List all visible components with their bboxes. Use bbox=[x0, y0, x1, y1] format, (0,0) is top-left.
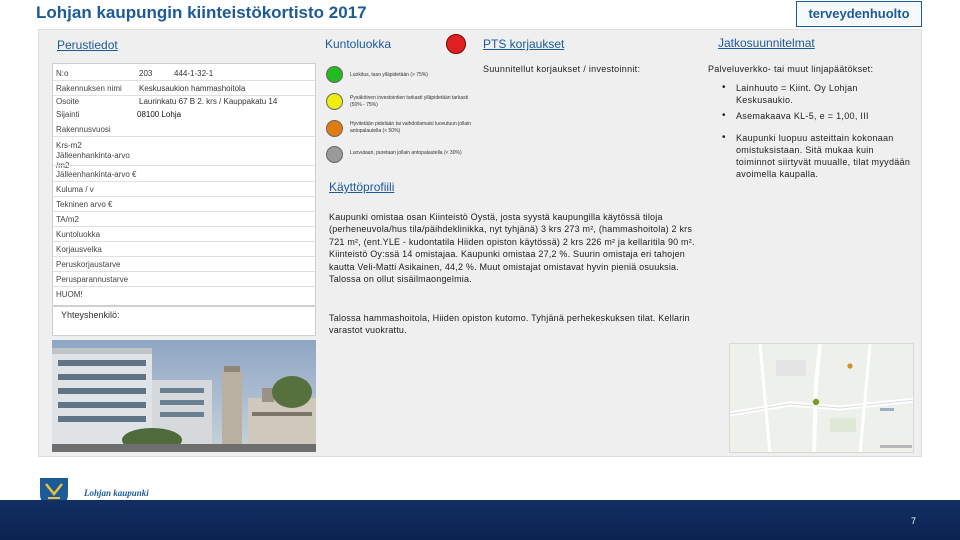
profile-description: Kaupunki omistaa osan Kiinteistö Oystä, josta syystä kaupungilla käytössä tiloja (perheneuvola/hus tila/päihdeklinikka, nyt tyhjänä) 3 krs 273 m², (hammashoitola) 2 krs 721 m², (ent.YLE - kudontatila Hiiden opiston käytössä) 2 krs 226 m² ja kellaritila 90 m². Kiinteistö Oy:ssä 14 omistajaa. Kaupunki omistaa 27,2 %. Suurin omistaja eri tahojen kautta Veli-Matti Asikainen, 44,2 %. Muut omistajat omistavat hyvin pieniä osuuksia. Talossa on ollut sisäilmaongelmia. bbox=[329, 212, 695, 285]
category-tag: terveydenhuolto bbox=[796, 1, 922, 27]
section-perustiedot: Perustiedot bbox=[57, 38, 118, 52]
label-ta-m2: TA/m2 bbox=[56, 215, 79, 224]
divider bbox=[53, 226, 315, 227]
divider bbox=[53, 286, 315, 287]
label-number: N:o bbox=[56, 69, 69, 78]
label-technical-value: Tekninen arvo € bbox=[56, 200, 113, 209]
section-pts: PTS korjaukset bbox=[483, 37, 565, 51]
divider bbox=[53, 165, 315, 166]
page-number: 7 bbox=[910, 516, 916, 526]
label-build-year: Rakennusvuosi bbox=[56, 125, 111, 134]
condition-gray-text: Luovutaan, puretaan jollain antopalautella (< 30%) bbox=[350, 150, 462, 156]
condition-yellow-text: Pysäköinen investointien tarkasti ylläpidetään tarkasti (50% - 75%) bbox=[350, 95, 469, 108]
label-address: Osoite bbox=[56, 97, 80, 106]
condition-orange-text: Hyvitetään pidetään tai vaihdoilamaisi luovutuun jollain antopalautella (< 50%) bbox=[350, 121, 471, 134]
divider bbox=[53, 271, 315, 272]
divider bbox=[53, 196, 315, 197]
label-note: HUOM! bbox=[56, 290, 83, 299]
divider bbox=[53, 211, 315, 212]
value-address: Laurinkatu 67 B 2. krs / Kauppakatu 14 bbox=[139, 97, 278, 106]
condition-status-dot bbox=[446, 34, 466, 54]
label-improvement-need: Perusparannustarve bbox=[56, 275, 129, 284]
section-jatko: Jatkosuunnitelmat bbox=[718, 36, 815, 50]
condition-legend bbox=[316, 58, 482, 196]
label-condition-class: Kuntoluokka bbox=[56, 230, 101, 239]
label-renovation-need: Peruskorjaustarve bbox=[56, 260, 121, 269]
divider bbox=[53, 136, 315, 137]
page-title: Lohjan kaupungin kiinteistökortisto 2017 bbox=[36, 3, 367, 22]
building-photo bbox=[52, 340, 316, 452]
divider bbox=[53, 181, 315, 182]
divider bbox=[53, 80, 315, 81]
condition-green-text: Luokitus, taso ylläpidetään (> 75%) bbox=[350, 72, 428, 78]
label-replacement-value: Jälleenhankinta-arvo € bbox=[56, 170, 137, 179]
jatko-bullet-list bbox=[722, 82, 914, 184]
label-floor-area-value: Krs-m2 Jälleenhankinta-arvo bbox=[56, 141, 130, 160]
contact-person: Yhteyshenkilö: bbox=[52, 306, 316, 336]
city-name: Lohjan kaupunki bbox=[84, 488, 149, 498]
value-number: 203 bbox=[139, 69, 153, 78]
section-kayttoprofiili: Käyttöprofiili bbox=[329, 180, 395, 194]
jatko-subtitle: Palveluverkko- tai muut linjapäätökset: bbox=[708, 64, 874, 74]
condition-green-dot bbox=[326, 66, 343, 83]
value-location: 08100 Lohja bbox=[137, 110, 182, 119]
label-wear: Kuluma / v bbox=[56, 185, 94, 194]
section-kuntoluokka: Kuntoluokka bbox=[325, 37, 392, 51]
condition-orange-dot bbox=[326, 120, 343, 137]
divider bbox=[53, 95, 315, 96]
divider bbox=[53, 241, 315, 242]
condition-gray-dot bbox=[326, 146, 343, 163]
label-building-name: Rakennuksen nimi bbox=[56, 84, 122, 93]
location-map bbox=[729, 343, 914, 453]
label-location: Sijainti bbox=[56, 110, 80, 119]
profile-usage: Talossa hammashoitola, Hiiden opiston kutomo. Tyhjänä perhekeskuksen tilat. Kellarin varastot vuokrattu. bbox=[329, 313, 690, 336]
list-item: • Lainhuuto = Kiint. Oy Lohjan Keskusaukio. bbox=[722, 82, 914, 106]
divider bbox=[53, 256, 315, 257]
label-repair-debt: Korjausvelka bbox=[56, 245, 102, 254]
list-item: • Kaupunki luopuu asteittain kokonaan omistuksistaan. Sitä mukaa kuin toiminnot siirtyvät muualle, tilat myydään avoimella kaupalla. bbox=[722, 132, 914, 180]
list-item: • Asemakaava KL-5, e = 1,00, III bbox=[722, 110, 914, 122]
basic-info-table bbox=[52, 63, 316, 306]
value-building-name: Keskusaukion hammashoitola bbox=[139, 84, 246, 93]
footer-bar bbox=[0, 500, 960, 540]
value-property-id: 444-1-32-1 bbox=[174, 69, 214, 78]
pts-subtitle: Suunnitellut korjaukset / investoinnit: bbox=[483, 64, 641, 74]
condition-yellow-dot bbox=[326, 93, 343, 110]
